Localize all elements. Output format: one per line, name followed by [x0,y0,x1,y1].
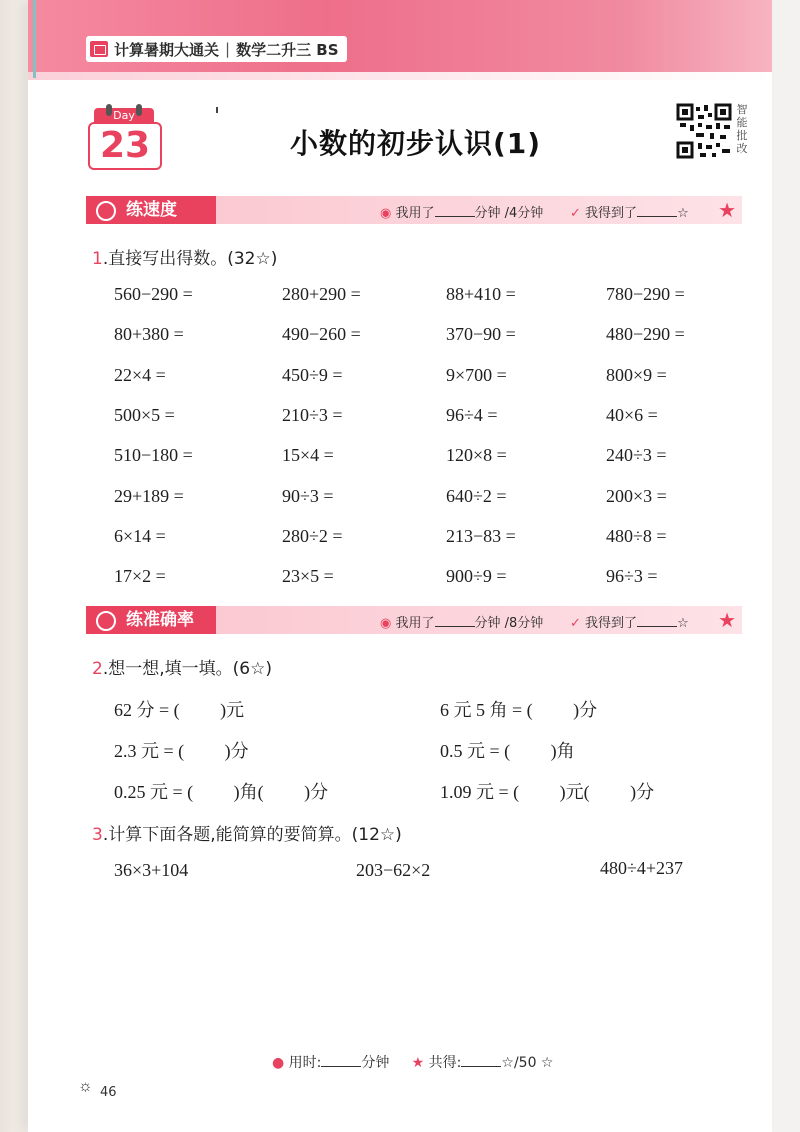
score-blank[interactable] [637,206,677,217]
q1-equation[interactable]: 280÷2 = [282,526,343,546]
q1-equation[interactable]: 780−290 = [606,284,685,304]
q1-equation[interactable]: 370−90 = [446,324,516,344]
footer-time-label: 用时: [288,1055,322,1071]
time-used-blank[interactable] [435,206,475,217]
time-used-label-2: 我用了 [395,616,435,631]
series-title: 计算暑期大通关 [114,40,220,59]
q1-equation[interactable]: 23×5 = [282,566,334,586]
q1-equation[interactable]: 280+290 = [282,284,361,304]
ink-mark [216,107,218,113]
question-1-text: .直接写出得数。(32☆) [102,249,278,269]
section-accuracy-tag [86,606,216,634]
clock-icon: ◉ [380,206,392,221]
decor-star-icon: ★ [718,200,736,222]
footer-total-unit: ☆/50 ☆ [501,1055,554,1071]
book-header [86,36,347,62]
time-limit-label-2: 分钟 /8分钟 [474,616,544,631]
q1-equation[interactable]: 29+189 = [114,486,184,506]
q1-equation[interactable]: 90÷3 = [282,486,334,506]
q1-equation[interactable]: 17×2 = [114,566,166,586]
footer-time-unit: 分钟 [361,1055,390,1071]
score-star: ☆ [677,206,689,221]
clock-icon: ● [272,1055,285,1071]
question-1-number: 1 [92,249,103,269]
section-speed-label: 练速度 [126,200,177,220]
calendar-ring-icon [136,104,142,116]
star-icon: ★ [411,1055,425,1071]
clock-icon: ◉ [380,616,392,631]
time-used-blank-2[interactable] [435,616,475,627]
day-calendar-badge [88,108,160,168]
q3-item: 480÷4+237 [600,858,684,878]
question-2-text: .想一想,填一填。(6☆) [102,659,272,679]
top-banner-strip [28,72,772,80]
score-label-2: 我得到了 [585,616,638,631]
q1-equation[interactable]: 240÷3 = [606,445,667,465]
question-3-text: .计算下面各题,能简算的要简算。(12☆) [102,825,402,845]
score-star-2: ☆ [677,616,689,631]
time-used-field [380,202,543,221]
footer-time-blank[interactable] [321,1056,361,1067]
q3-item: 203−62×2 [356,860,431,880]
question-3-number: 3 [92,825,103,845]
subject-label: 数学二升三 BS [236,40,339,59]
footer-total-label: 共得: [428,1055,462,1071]
decor-star-icon: ★ [718,610,736,632]
q1-equation[interactable]: 560−290 = [114,284,193,304]
q1-equation[interactable]: 900÷9 = [446,566,507,586]
q1-equation[interactable]: 200×3 = [606,486,667,506]
q2-item[interactable]: 0.25 元 = ( )角( )分 [114,782,329,802]
sun-icon: ☼ [78,1078,93,1095]
question-2-heading [92,654,272,679]
page-number: 46 [100,1085,117,1100]
q1-equation[interactable]: 96÷4 = [446,405,498,425]
q2-item[interactable]: 1.09 元 = ( )元( )分 [440,782,655,802]
score-field-2 [570,612,689,631]
q1-equation[interactable]: 6×14 = [114,526,166,546]
page-title: 小数的初步认识(1) [290,127,542,160]
footer-summary [272,1052,553,1072]
time-used-label: 我用了 [395,206,435,221]
question-1-heading [92,244,277,269]
time-limit-label: 分钟 /4分钟 [474,206,544,221]
score-field [570,202,689,221]
q1-equation[interactable]: 480−290 = [606,324,685,344]
q1-equation[interactable]: 480÷8 = [606,526,667,546]
score-blank-2[interactable] [637,616,677,627]
q1-equation[interactable]: 40×6 = [606,405,658,425]
q1-equation[interactable]: 96÷3 = [606,566,658,586]
stopwatch-icon [96,201,116,221]
q2-item[interactable]: 62 分 = ( )元 [114,700,245,720]
q1-equation[interactable]: 450÷9 = [282,365,343,385]
q1-equation[interactable]: 800×9 = [606,365,667,385]
q1-equation[interactable]: 500×5 = [114,405,175,425]
check-icon: ✓ [570,206,581,221]
q1-equation[interactable]: 120×8 = [446,445,507,465]
qr-code-icon[interactable] [676,103,732,159]
section-speed-tag [86,196,216,224]
q1-equation[interactable]: 510−180 = [114,445,193,465]
book-icon [90,41,108,57]
q2-item[interactable]: 0.5 元 = ( )角 [440,741,575,761]
q1-equation[interactable]: 210÷3 = [282,405,343,425]
section-accuracy-bar [86,606,742,634]
q2-item[interactable]: 2.3 元 = ( )分 [114,741,249,761]
binding-spine [33,0,36,78]
q1-equation[interactable]: 88+410 = [446,284,516,304]
q3-item: 36×3+104 [114,860,189,880]
header-separator: | [225,40,231,58]
section-speed-bar [86,196,742,224]
page-edge [0,0,28,1132]
q1-equation[interactable]: 640÷2 = [446,486,507,506]
q1-equation[interactable]: 490−260 = [282,324,361,344]
q1-equation[interactable]: 9×700 = [446,365,507,385]
q1-equation[interactable]: 80+380 = [114,324,184,344]
q1-equation[interactable]: 15×4 = [282,445,334,465]
qr-label: 智能批改 [736,103,748,155]
day-number: 23 [88,122,162,170]
calendar-ring-icon [106,104,112,116]
q1-equation[interactable]: 213−83 = [446,526,516,546]
check-icon: ✓ [570,616,581,631]
q2-item[interactable]: 6 元 5 角 = ( )分 [440,700,598,720]
section-accuracy-label: 练准确率 [126,610,194,630]
footer-total-blank[interactable] [461,1056,501,1067]
day-label: Day [94,108,154,124]
q1-equation[interactable]: 22×4 = [114,365,166,385]
score-label: 我得到了 [585,206,638,221]
time-used-field-2 [380,612,543,631]
target-icon [96,611,116,631]
question-2-number: 2 [92,659,103,679]
question-3-heading [92,820,402,845]
